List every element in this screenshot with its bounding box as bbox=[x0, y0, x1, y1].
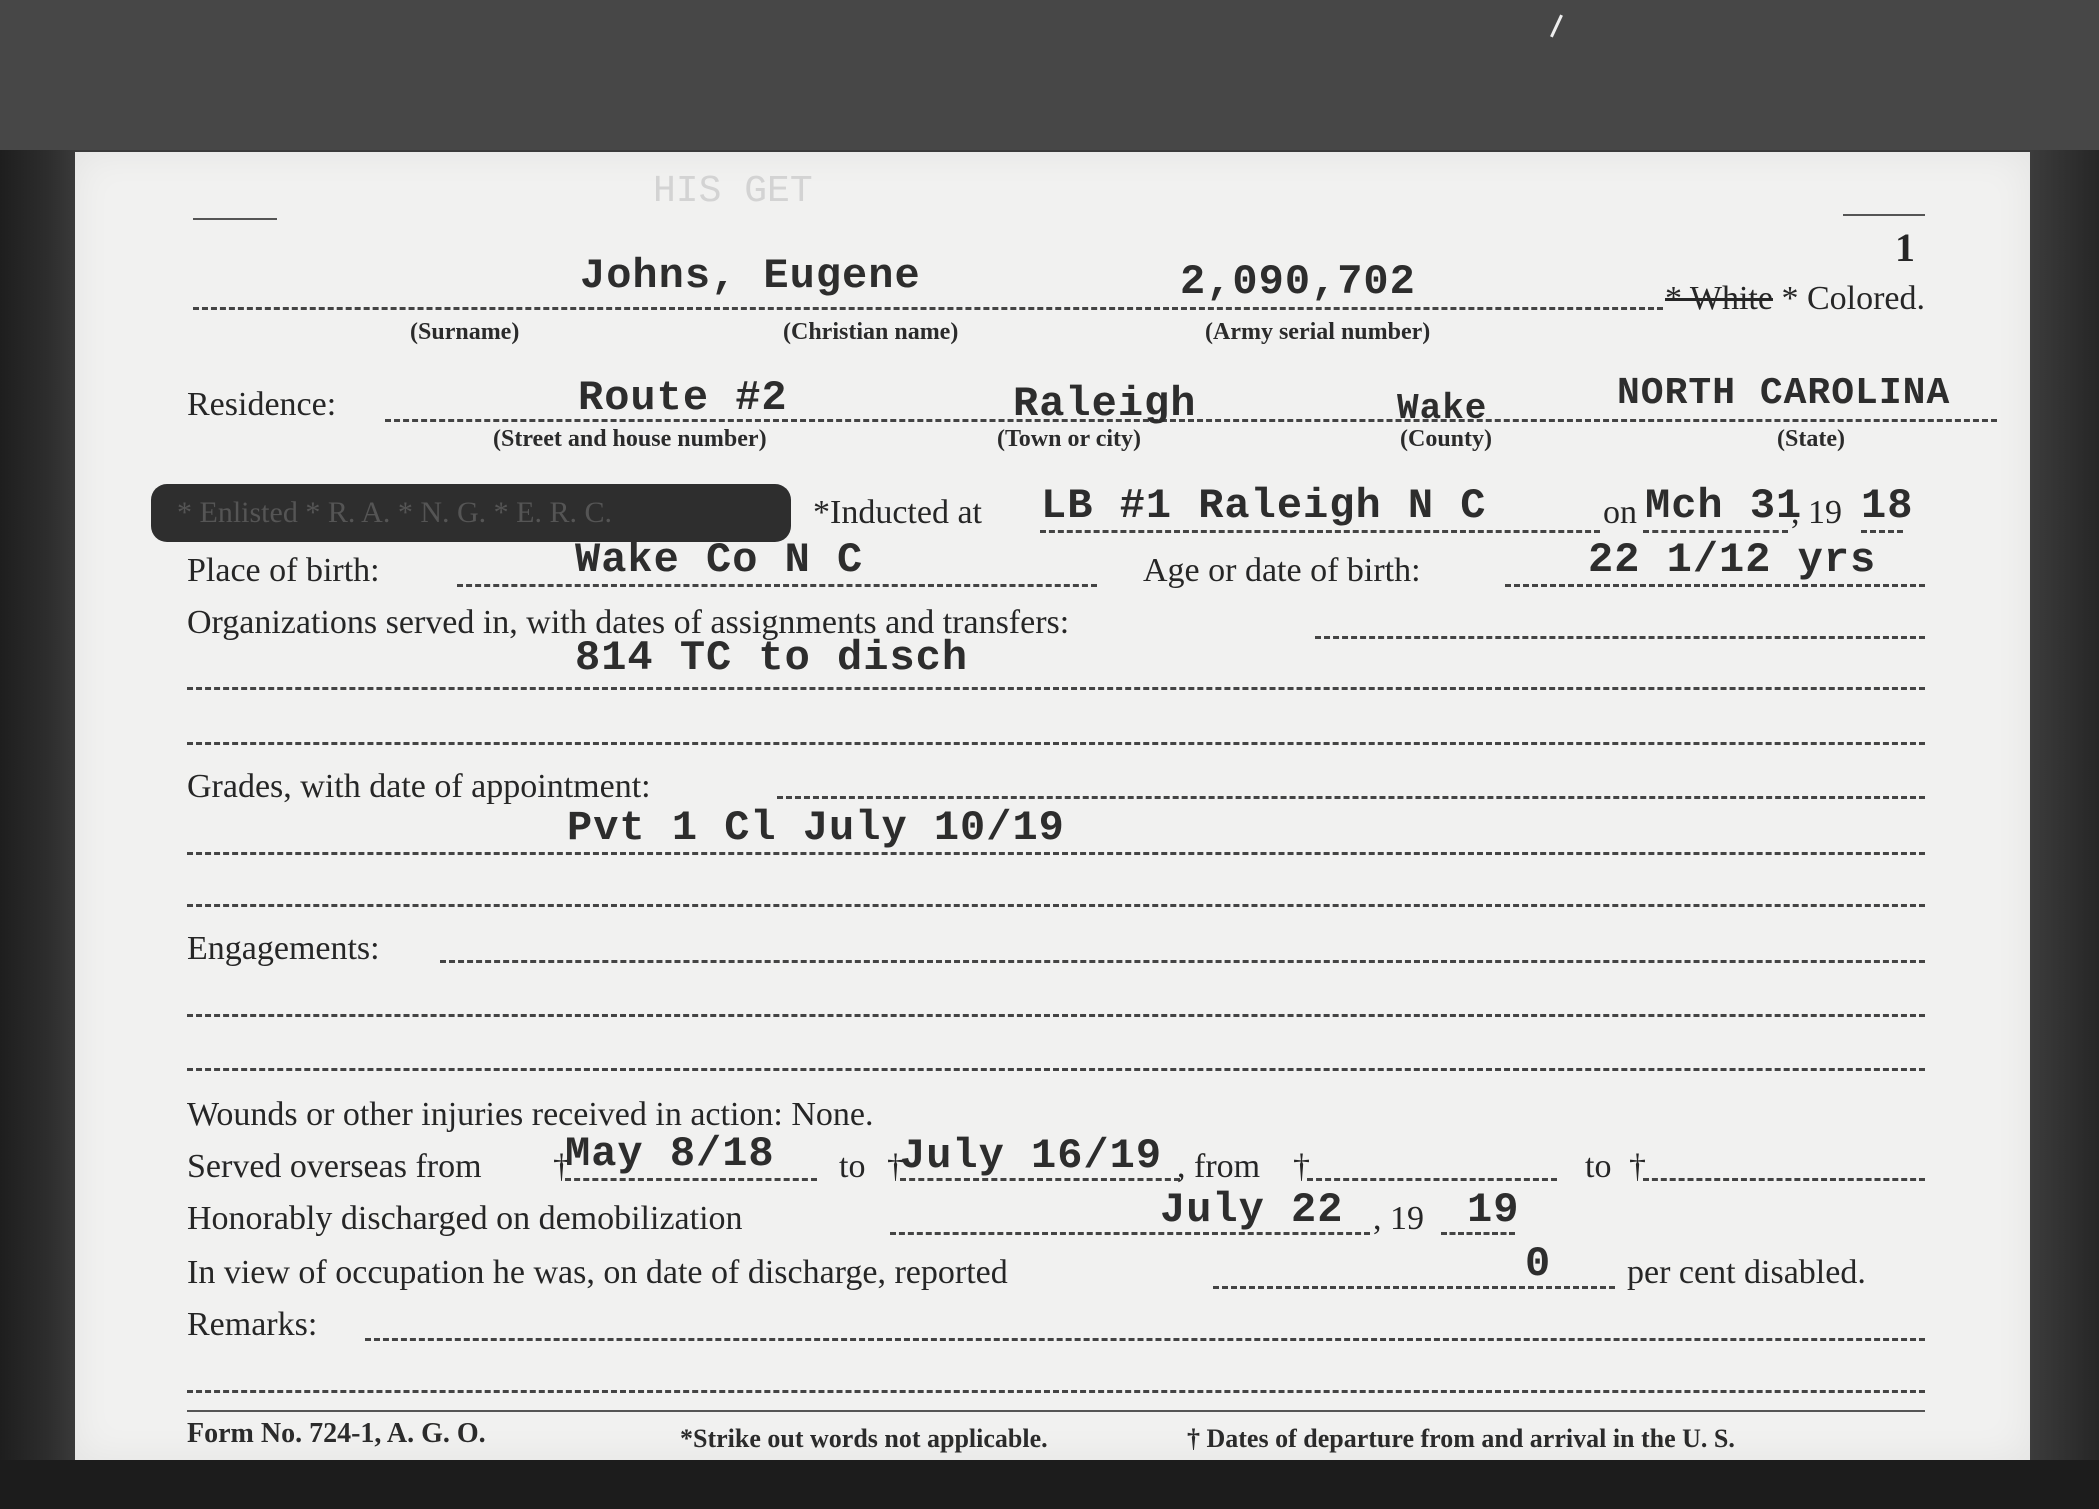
redacted-enlisted-options: * Enlisted * R. A. * N. G. * E. R. C. bbox=[151, 484, 791, 542]
race-options bbox=[1665, 280, 1925, 318]
race-white: * White bbox=[1665, 280, 1773, 317]
organizations-label: Organizations served in, with dates of assignments and transfers: bbox=[187, 604, 1070, 641]
discharge-date: July 22 bbox=[1160, 1186, 1344, 1234]
residence-label: Residence: bbox=[187, 386, 337, 423]
remarks-line-1 bbox=[365, 1338, 1925, 1341]
induction-year-prefix: , 19 bbox=[1791, 494, 1842, 531]
grades-line-1 bbox=[777, 796, 1925, 799]
place-of-birth-label: Place of birth: bbox=[187, 552, 380, 589]
town-caption: (Town or city) bbox=[997, 426, 1141, 452]
residence-street: Route #2 bbox=[578, 374, 788, 422]
place-of-birth-line bbox=[457, 584, 1097, 587]
remarks-line-2 bbox=[187, 1390, 1925, 1393]
organizations-line-2 bbox=[187, 687, 1925, 690]
serial-caption: (Army serial number) bbox=[1205, 319, 1431, 345]
christian-name-caption: (Christian name) bbox=[783, 319, 959, 345]
top-right-rule bbox=[1843, 214, 1925, 216]
grades-line-3 bbox=[187, 904, 1925, 907]
dates-note: † Dates of departure from and arrival in the U. S. bbox=[1187, 1424, 1735, 1453]
age-label: Age or date of birth: bbox=[1143, 552, 1421, 589]
discharge-label: Honorably discharged on demobilization bbox=[187, 1200, 743, 1237]
grades-value: Pvt 1 Cl July 10/19 bbox=[567, 804, 1065, 852]
overseas-dagger-3: † bbox=[1293, 1148, 1310, 1185]
overseas-to-line-2 bbox=[1643, 1178, 1925, 1181]
overseas-dagger-1: † bbox=[553, 1148, 570, 1185]
surname-caption: (Surname) bbox=[410, 319, 520, 345]
engagements-line-1 bbox=[440, 960, 1925, 963]
overseas-from-label-2: , from bbox=[1177, 1148, 1261, 1185]
induction-date-line bbox=[1643, 530, 1788, 533]
scan-left-edge bbox=[0, 150, 80, 1509]
engagements-line-3 bbox=[187, 1068, 1925, 1071]
inducted-at-label: *Inducted at bbox=[813, 494, 982, 531]
remarks-label: Remarks: bbox=[187, 1306, 318, 1343]
card-number: 1 bbox=[1895, 225, 1915, 270]
county-caption: (County) bbox=[1400, 426, 1493, 452]
inducted-at-place: LB #1 Raleigh N C bbox=[1041, 482, 1487, 530]
organizations-value: 814 TC to disch bbox=[575, 634, 969, 682]
overseas-from-date: May 8/18 bbox=[565, 1130, 775, 1178]
scan-bottom-background bbox=[0, 1460, 2099, 1509]
state-caption: (State) bbox=[1777, 426, 1845, 452]
footer-rule bbox=[187, 1410, 1925, 1412]
inducted-at-line bbox=[1040, 530, 1600, 533]
organizations-line-3 bbox=[187, 742, 1925, 745]
overseas-from-line bbox=[565, 1178, 817, 1181]
on-label: on bbox=[1603, 494, 1637, 531]
discharge-year: 19 bbox=[1467, 1186, 1520, 1234]
street-caption: (Street and house number) bbox=[493, 426, 767, 452]
top-left-rule bbox=[193, 218, 277, 220]
induction-year-line bbox=[1861, 530, 1903, 533]
residence-county: Wake bbox=[1397, 388, 1488, 429]
age-value: 22 1/12 yrs bbox=[1588, 536, 1877, 584]
grades-line-2 bbox=[187, 852, 1925, 855]
induction-year: 18 bbox=[1861, 482, 1914, 530]
induction-date: Mch 31 bbox=[1645, 482, 1803, 530]
overseas-dagger-2: † bbox=[887, 1148, 904, 1185]
overseas-dagger-4: † bbox=[1629, 1148, 1646, 1185]
residence-state: NORTH CAROLINA bbox=[1617, 372, 1951, 415]
overseas-from-line-2 bbox=[1307, 1178, 1557, 1181]
strike-out-note: *Strike out words not applicable. bbox=[680, 1424, 1048, 1453]
scan-top-background bbox=[0, 0, 2099, 150]
surname-christian-name: Johns, Eugene bbox=[580, 252, 921, 300]
wounds-label: Wounds or other injuries received in action: None. bbox=[187, 1096, 874, 1133]
disability-line bbox=[1213, 1286, 1615, 1289]
race-colored: * Colored. bbox=[1781, 280, 1926, 317]
organizations-line-1 bbox=[1315, 636, 1925, 639]
overseas-to-label: to bbox=[839, 1148, 866, 1185]
service-record-card bbox=[75, 152, 2030, 1460]
overseas-to-label-2: to bbox=[1585, 1148, 1612, 1185]
residence-town: Raleigh bbox=[1013, 380, 1197, 428]
grades-label: Grades, with date of appointment: bbox=[187, 768, 651, 805]
bleed-through-mark: HIS GET bbox=[653, 170, 813, 213]
place-of-birth: Wake Co N C bbox=[575, 536, 864, 584]
form-number: Form No. 724-1, A. G. O. bbox=[187, 1418, 486, 1449]
overseas-to-date: July 16/19 bbox=[900, 1132, 1163, 1180]
discharge-year-prefix: , 19 bbox=[1373, 1200, 1424, 1237]
disability-label: In view of occupation he was, on date of discharge, reported bbox=[187, 1254, 1008, 1291]
disability-suffix: per cent disabled. bbox=[1627, 1254, 1866, 1291]
disability-value: 0 bbox=[1525, 1240, 1552, 1288]
engagements-label: Engagements: bbox=[187, 930, 380, 967]
served-overseas-label: Served overseas from bbox=[187, 1148, 482, 1185]
scan-right-edge bbox=[2030, 150, 2099, 1509]
army-serial-number: 2,090,702 bbox=[1180, 258, 1416, 306]
name-line bbox=[193, 307, 1663, 310]
engagements-line-2 bbox=[187, 1014, 1925, 1017]
age-line bbox=[1505, 584, 1925, 587]
